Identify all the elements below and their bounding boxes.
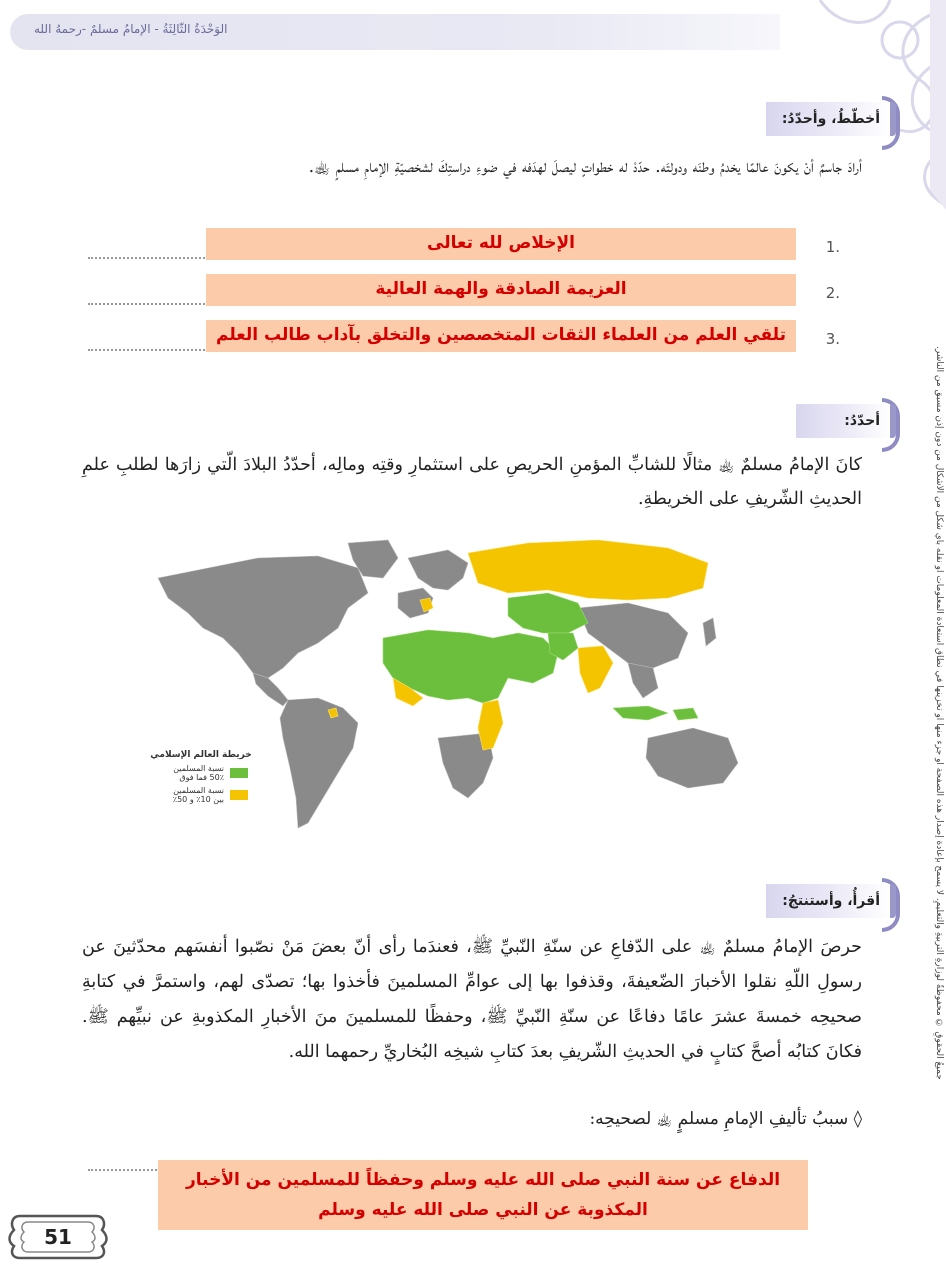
page-number: 51 bbox=[44, 1225, 72, 1249]
answer-field-reason[interactable] bbox=[158, 1160, 808, 1230]
copyright-note: جميعُ الحقوقِ © محفوظةٌ لوزارةِ التربيةِ والتعليمِ. لا يسمح بإعادة إصدار هذه الصفحة أو جزء منها أو تخزينها في نطاق استعادة المعلومات أو نقله بأي شكل من الأشكال من دون إذن مسبق من الناشر. bbox=[934, 346, 944, 1080]
section-tab-identify: أحدّدُ: bbox=[796, 404, 896, 438]
legend-label: نسبة المسلمين bbox=[173, 764, 224, 773]
legend-item-minority bbox=[154, 786, 248, 804]
legend-sublabel: 50٪ فما فوق bbox=[179, 773, 224, 782]
legend-swatch-green-icon bbox=[230, 768, 248, 778]
item-number: 3. bbox=[825, 330, 840, 348]
legend-label: نسبة المسلمين bbox=[173, 786, 224, 795]
section-tab-plan: أخطّطُ، وأحدّدُ: bbox=[766, 102, 896, 136]
legend-sublabel: بين 10٪ و 50٪ bbox=[172, 795, 224, 804]
map-legend bbox=[150, 748, 252, 828]
answer-line: الدفاع عن سنة النبي صلى الله عليه وسلم وحفظاً للمسلمين من الأخبار bbox=[185, 1170, 781, 1190]
legend-title: خريطة العالم الإسلامي bbox=[150, 750, 252, 760]
item-number: 1. bbox=[825, 238, 840, 256]
unit-title: الوَحْدَةُ الثّالِثَةُ - الإمامُ مسلمٌ -رحمهُ الله bbox=[34, 22, 228, 36]
question-text: ◊ سببُ تأليفِ الإمامِ مسلمٍ ﵀ لصحيحِه: bbox=[589, 1109, 862, 1129]
legend-swatch-yellow-icon bbox=[230, 790, 248, 800]
legend-item-majority bbox=[154, 764, 248, 782]
answer-field-3[interactable]: تلقي العلم من العلماء الثقات المتخصصين والتخلق بآداب طالب العلم bbox=[206, 320, 796, 352]
section-tab-read: أقرأُ، وأستنتجُ: bbox=[766, 884, 896, 918]
section2-paragraph: كانَ الإمامُ مسلمٌ ﵀ مثالًا للشابِّ المؤمنِ الحريصِ على استثمارِ وقتِه ومالِه، أحدّدُ البلادَ الّتي زارَها لطلبِ علمِ الحديثِ الشّريفِ على الخريطةِ. bbox=[82, 455, 862, 509]
answer-line: المكذوبة عن النبي صلى الله عليه وسلم bbox=[318, 1200, 648, 1220]
answer-field-1[interactable]: الإخلاص لله تعالى bbox=[206, 228, 796, 260]
section1-paragraph: أرادَ جاسمٌ أنْ يكونَ عالمًا يخدمُ وطنَه ودولتَه. حدّدْ له خطواتٍ ليصلَ لهدَفه في ضوءِ دراستِكَ لشخصيّةِ الإمامِ مسلمٍ ﵀. bbox=[308, 157, 862, 177]
answer-field-2[interactable]: العزيمة الصادقة والهمة العالية bbox=[206, 274, 796, 306]
item-number: 2. bbox=[825, 284, 840, 302]
section3-paragraph: حرصَ الإمامُ مسلمٌ ﵀ على الدّفاعِ عن سنّةِ النّبيِّ ﷺ، فعندَما رأى أنّ بعضَ مَنْ نصّبوا أنفسَهم محدّثينَ عن رسولِ اللّهِ نقلوا الأخبارَ الضّعيفةَ، وقذفوا بها إلى عوامِّ المسلمينَ فأخذوا بها؛ تصدّى لهم، واستمرَّ في كتابةِ صحيحِه خمسةَ عشرَ عامًا دفاعًا عن سنّةِ النّبيِّ ﷺ، وحفظًا للمسلمينَ منَ الأخبارِ المكذوبةِ عن نبيِّهم ﷺ. فكانَ كتابُه أصحَّ كتابٍ في الحديثِ الشّريفِ بعدَ كتابِ شيخِه البُخاريِّ رحمهما الله. bbox=[82, 937, 862, 1062]
